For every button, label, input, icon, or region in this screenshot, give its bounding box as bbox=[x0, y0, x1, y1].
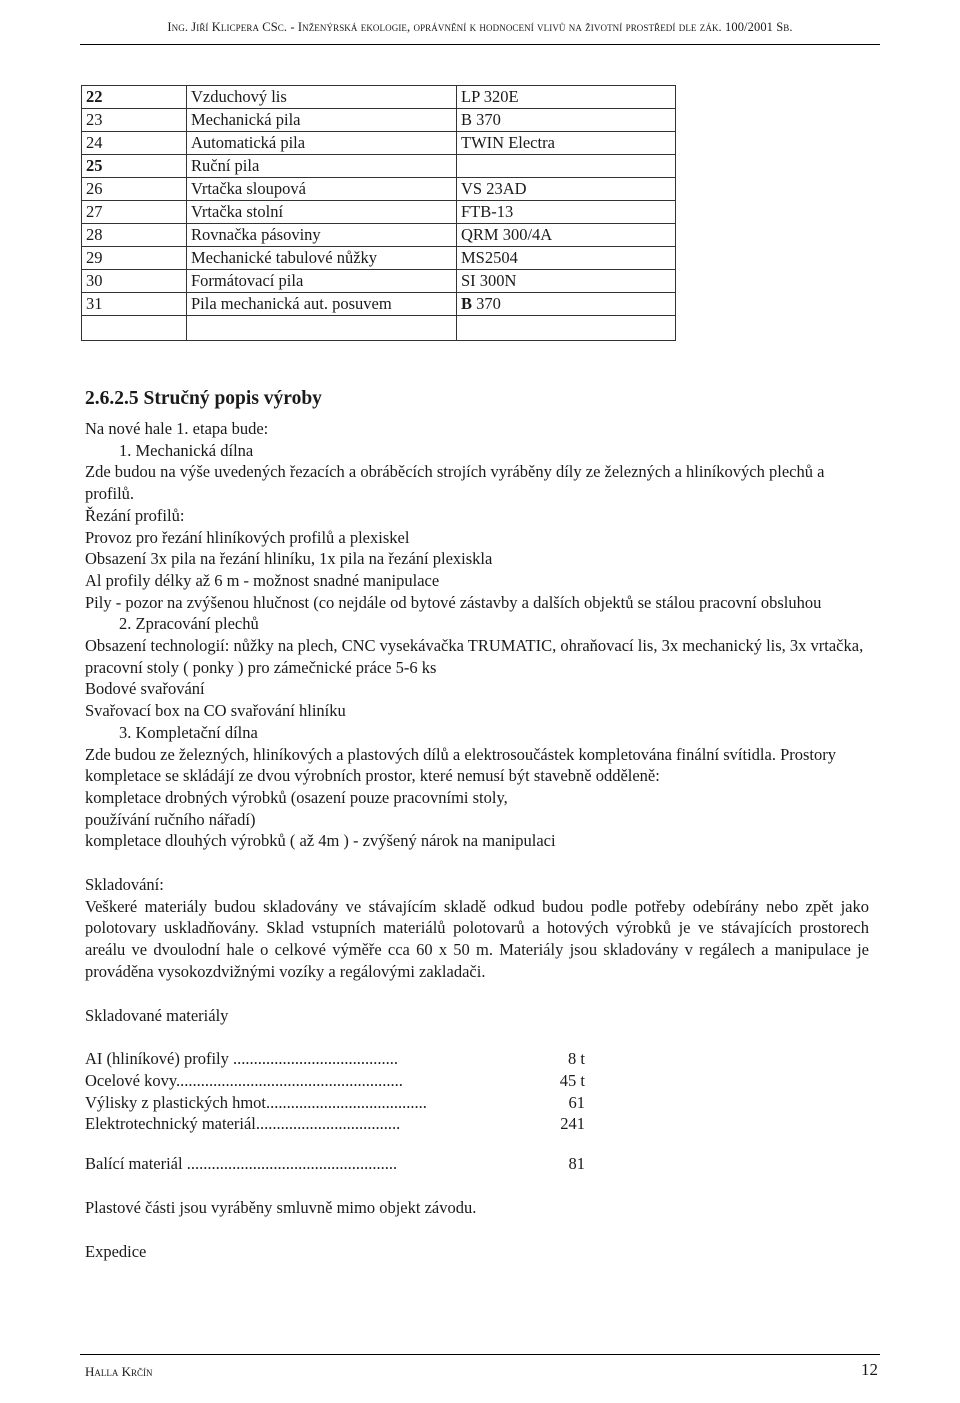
machine-model bbox=[457, 293, 676, 316]
paragraph: Bodové svařování bbox=[85, 679, 205, 699]
list-item bbox=[85, 1113, 869, 1135]
list-heading: 2. Zpracování plechů bbox=[119, 614, 259, 634]
header-divider bbox=[80, 44, 880, 45]
page-number: 12 bbox=[861, 1360, 878, 1379]
paragraph: kompletace drobných výrobků (osazení pouze pracovními stoly, bbox=[85, 787, 508, 807]
row-number: 27 bbox=[82, 201, 187, 224]
machine-name: Mechanické tabulové nůžky bbox=[187, 247, 457, 270]
footer-company: Halla Krčín bbox=[85, 1364, 153, 1379]
paragraph: Řezání profilů: bbox=[85, 505, 185, 525]
list-heading: 1. Mechanická dílna bbox=[119, 440, 254, 460]
paragraph: Na nové hale 1. etapa bude: bbox=[85, 419, 269, 438]
paragraph: Svařovací box na CO svařování hliníku bbox=[85, 701, 346, 721]
paragraph: kompletace dlouhých výrobků ( až 4m ) - zvýšený nárok na manipulaci bbox=[85, 831, 556, 851]
spacer bbox=[85, 1175, 869, 1197]
model-number: 370 bbox=[472, 294, 501, 313]
table-row bbox=[82, 86, 676, 109]
paragraph: Veškeré materiály budou skladovány ve stávajícím skladě odkud budou podle potřeby odebírány nebo zpět jako polotovary uskladňovány. Sklad vstupních materiálů polotovarů a hotových výrobků je ve stávajících prostorech areálu ve dvoulodní hale o celkové výměře cca 60 x 50 m. Materiály jsou skladovány v regálech a manipulace je prováděna vysokozdvižnými vozíky a regálovými zakladači. bbox=[85, 896, 869, 981]
material-value: 45 t bbox=[559, 1070, 585, 1090]
section-heading: 2.6.2.5 Stručný popis výroby bbox=[85, 388, 322, 409]
page-header: Ing. Jiří Klicpera CSc. - Inženýrská ekologie, oprávnění k hodnocení vlivů na životní prostředí dle zák. 100/2001 Sb. bbox=[167, 20, 793, 34]
material-value: 61 bbox=[568, 1092, 585, 1112]
material-label: Výlisky z plastických hmot....................................... bbox=[85, 1092, 427, 1112]
paragraph: Zde budou ze železných, hliníkových a plastových dílů a elektrosoučástek kompletována finální svítidla. Prostory kompletace se skládájí ze dvou výrobních prostor, které nemusí být stavebně odděleně: bbox=[85, 744, 837, 786]
material-value: 241 bbox=[560, 1114, 585, 1134]
footer-divider bbox=[80, 1354, 880, 1355]
row-number: 23 bbox=[82, 109, 187, 132]
machine-name: Mechanická pila bbox=[187, 109, 457, 132]
equipment-table bbox=[81, 85, 676, 341]
machine-model: MS2504 bbox=[457, 247, 676, 270]
machine-name: Vrtačka stolní bbox=[187, 201, 457, 224]
row-number: 28 bbox=[82, 224, 187, 247]
paragraph: Provoz pro řezání hliníkových profilů a plexiskel bbox=[85, 527, 410, 547]
table-row bbox=[82, 132, 676, 155]
table-row bbox=[82, 293, 676, 316]
row-number: 24 bbox=[82, 132, 187, 155]
paragraph: Skladované materiály bbox=[85, 1005, 229, 1025]
material-value: 8 t bbox=[568, 1049, 585, 1069]
machine-model: VS 23AD bbox=[457, 178, 676, 201]
spacer bbox=[85, 1135, 869, 1153]
machine-name: Pila mechanická aut. posuvem bbox=[187, 293, 457, 316]
machine-model: QRM 300/4A bbox=[457, 224, 676, 247]
row-number: 30 bbox=[82, 270, 187, 293]
row-number bbox=[82, 316, 187, 341]
table-row bbox=[82, 109, 676, 132]
row-number: 31 bbox=[82, 293, 187, 316]
spacer bbox=[85, 1026, 869, 1048]
machine-model bbox=[457, 316, 676, 341]
machine-model: TWIN Electra bbox=[457, 132, 676, 155]
material-label: Ocelové kovy....................................................... bbox=[85, 1070, 403, 1090]
row-number: 22 bbox=[82, 86, 187, 109]
list-heading: 3. Kompletační dílna bbox=[119, 722, 258, 742]
table-row bbox=[82, 224, 676, 247]
document-body bbox=[85, 418, 869, 1262]
model-prefix: B bbox=[461, 294, 473, 313]
row-number: 25 bbox=[82, 155, 187, 178]
paragraph: Plastové části jsou vyráběny smluvně mimo objekt závodu. bbox=[85, 1197, 477, 1217]
table-row bbox=[82, 178, 676, 201]
material-label: Balící materiál ................................................... bbox=[85, 1154, 398, 1174]
paragraph: Expedice bbox=[85, 1241, 147, 1261]
paragraph: Al profily délky až 6 m - možnost snadné manipulace bbox=[85, 570, 440, 590]
list-item bbox=[85, 1092, 869, 1114]
machine-name: Formátovací pila bbox=[187, 270, 457, 293]
machine-model: FTB-13 bbox=[457, 201, 676, 224]
row-number: 26 bbox=[82, 178, 187, 201]
table-row bbox=[82, 270, 676, 293]
machine-name: Automatická pila bbox=[187, 132, 457, 155]
table-row bbox=[82, 247, 676, 270]
list-item bbox=[85, 1070, 869, 1092]
paragraph: Obsazení 3x pila na řezání hliníku, 1x pila na řezání plexiskla bbox=[85, 549, 493, 569]
list-item bbox=[85, 1048, 869, 1070]
material-label: AI (hliníkové) profily ........................................ bbox=[85, 1049, 399, 1069]
table-row bbox=[82, 201, 676, 224]
paragraph: Pily - pozor na zvýšenou hlučnost (co nejdále od bytové zástavby a dalších objektů se stálou pracovní obsluhou bbox=[85, 592, 822, 612]
machine-model bbox=[457, 155, 676, 178]
machine-name: Vzduchový lis bbox=[187, 86, 457, 109]
machine-model: LP 320E bbox=[457, 86, 676, 109]
table-row bbox=[82, 316, 676, 341]
paragraph: Zde budou na výše uvedených řezacích a obráběcích strojích vyráběny díly ze železných a hliníkových plechů a profilů. bbox=[85, 462, 825, 504]
spacer bbox=[85, 983, 869, 1005]
paragraph: Skladování: bbox=[85, 875, 164, 895]
machine-model: B 370 bbox=[457, 109, 676, 132]
spacer bbox=[85, 1219, 869, 1241]
machine-name: Rovnačka pásoviny bbox=[187, 224, 457, 247]
machine-name: Ruční pila bbox=[187, 155, 457, 178]
list-item bbox=[85, 1153, 869, 1175]
material-label: Elektrotechnický materiál................................... bbox=[85, 1114, 401, 1134]
machine-name bbox=[187, 316, 457, 341]
table-row bbox=[82, 155, 676, 178]
spacer bbox=[85, 852, 869, 874]
paragraph: Obsazení technologií: nůžky na plech, CNC vysekávačka TRUMATIC, ohraňovací lis, 3x mechanický lis, 3x vrtačka, pracovní stoly ( ponky ) pro zámečnické práce 5-6 ks bbox=[85, 636, 864, 677]
machine-model: SI 300N bbox=[457, 270, 676, 293]
material-value: 81 bbox=[568, 1154, 585, 1174]
paragraph: používání ručního nářadí) bbox=[85, 809, 256, 829]
machine-name: Vrtačka sloupová bbox=[187, 178, 457, 201]
row-number: 29 bbox=[82, 247, 187, 270]
